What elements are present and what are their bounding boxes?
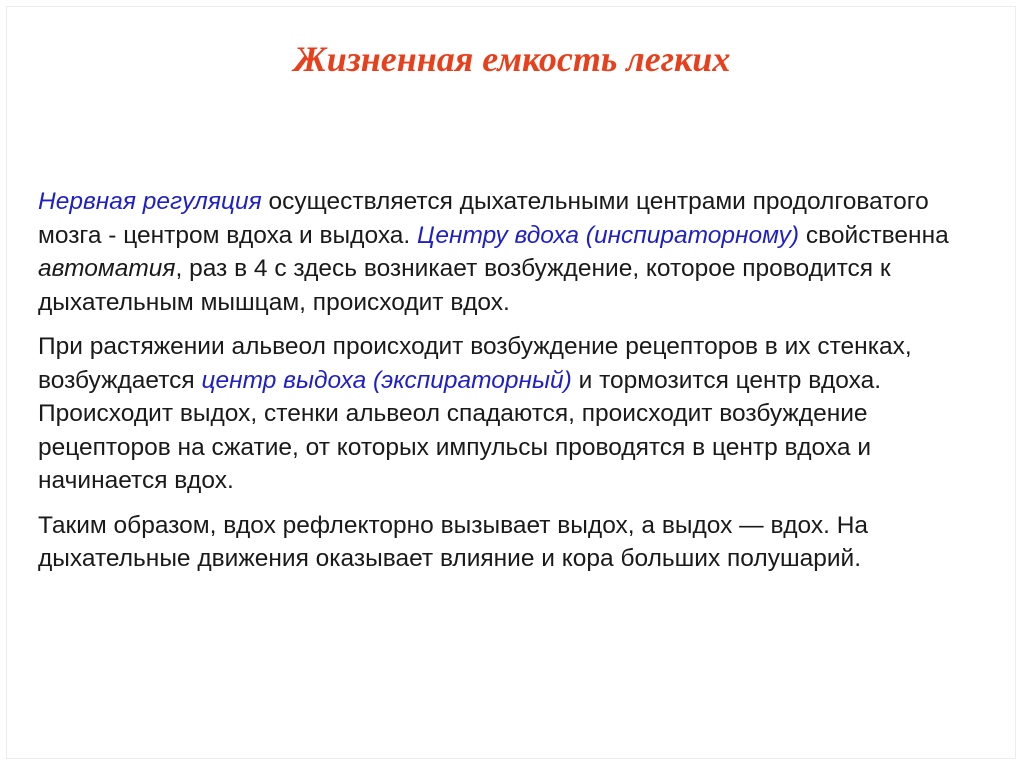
highlighted-term: Нервная регуляция bbox=[38, 188, 262, 215]
highlighted-term: центр выдоха (экспираторный) bbox=[201, 366, 572, 394]
body-paragraph bbox=[38, 509, 998, 576]
italic-term: автоматия bbox=[38, 255, 176, 282]
text-run: и тормозится центр вдоха. Происходит выдох, стенки альвеол спадаются, происходит возбуждение рецепторов на сжатие, от которых импульсы проводятся в центр вдоха и начинается вдох. bbox=[38, 366, 882, 494]
slide-title: Жизненная емкость легких bbox=[293, 39, 731, 79]
text-run: свойственна bbox=[799, 221, 949, 249]
highlighted-term: Центру вдоха (инспираторному) bbox=[417, 221, 800, 249]
text-run: Таким образом, вдох рефлекторно вызывает выдох, а выдох — вдох. На дыхательные движения оказывает влияние и кора больших полушарий. bbox=[38, 511, 869, 572]
body-paragraph bbox=[38, 185, 998, 319]
text-run: осуществляется дыхательными центрами продолговатого мозга - центром вдоха и выдоха. bbox=[38, 188, 929, 249]
text-run: , раз в 4 с здесь возникает возбуждение, которое проводится к дыхательным мышцам, происходит вдох. bbox=[38, 255, 891, 316]
body-paragraph bbox=[38, 330, 998, 498]
text-run: При растяжении альвеол происходит возбуждение рецепторов в их стенках, возбуждается bbox=[38, 333, 912, 394]
slide-body bbox=[38, 185, 998, 587]
